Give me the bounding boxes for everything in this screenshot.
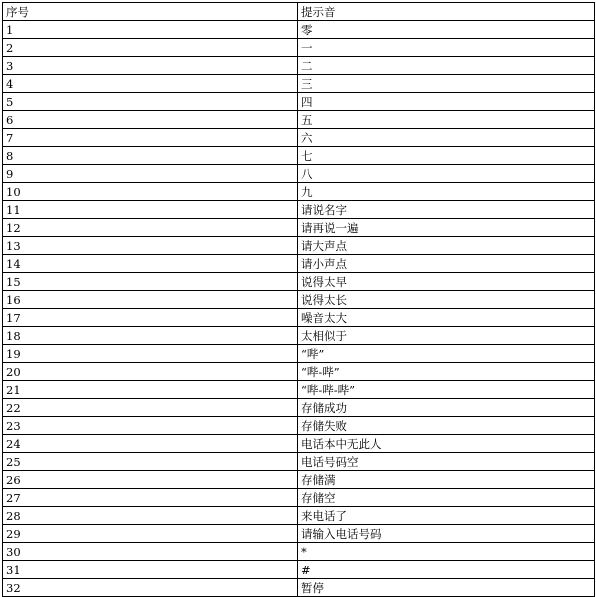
cell-index: 16 — [3, 291, 298, 309]
table-row — [3, 435, 595, 453]
cell-prompt: 说得太早 — [298, 273, 595, 291]
table-row — [3, 57, 595, 75]
table-body — [3, 21, 595, 597]
table-header — [3, 3, 595, 21]
cell-prompt: * — [298, 543, 595, 561]
cell-index: 9 — [3, 165, 298, 183]
table-row — [3, 579, 595, 597]
cell-prompt: 请再说一遍 — [298, 219, 595, 237]
cell-prompt: 七 — [298, 147, 595, 165]
cell-prompt: 来电话了 — [298, 507, 595, 525]
cell-index: 27 — [3, 489, 298, 507]
table-row — [3, 201, 595, 219]
cell-index: 13 — [3, 237, 298, 255]
cell-prompt: 二 — [298, 57, 595, 75]
cell-index: 21 — [3, 381, 298, 399]
cell-index: 30 — [3, 543, 298, 561]
table-row — [3, 255, 595, 273]
cell-prompt: 六 — [298, 129, 595, 147]
cell-prompt: 九 — [298, 183, 595, 201]
cell-index: 25 — [3, 453, 298, 471]
document-page — [2, 2, 595, 597]
cell-prompt: “哔-哔-哔” — [298, 381, 595, 399]
cell-index: 31 — [3, 561, 298, 579]
cell-prompt: “哔” — [298, 345, 595, 363]
cell-index: 26 — [3, 471, 298, 489]
cell-index: 6 — [3, 111, 298, 129]
cell-prompt: 八 — [298, 165, 595, 183]
cell-index: 20 — [3, 363, 298, 381]
cell-prompt: 请大声点 — [298, 237, 595, 255]
cell-index: 10 — [3, 183, 298, 201]
cell-prompt: 说得太长 — [298, 291, 595, 309]
cell-prompt: 请说名字 — [298, 201, 595, 219]
cell-prompt: 五 — [298, 111, 595, 129]
cell-index: 29 — [3, 525, 298, 543]
table-row — [3, 219, 595, 237]
table-row — [3, 309, 595, 327]
cell-index: 1 — [3, 21, 298, 39]
cell-prompt: 电话号码空 — [298, 453, 595, 471]
cell-index: 8 — [3, 147, 298, 165]
column-header-prompt: 提示音 — [298, 3, 595, 21]
cell-index: 15 — [3, 273, 298, 291]
cell-prompt: 存储空 — [298, 489, 595, 507]
cell-index: 2 — [3, 39, 298, 57]
table-row — [3, 327, 595, 345]
table-row — [3, 93, 595, 111]
table-row — [3, 363, 595, 381]
table-row — [3, 453, 595, 471]
cell-index: 4 — [3, 75, 298, 93]
prompt-sound-table — [2, 2, 595, 597]
cell-prompt: 零 — [298, 21, 595, 39]
cell-prompt: 存储满 — [298, 471, 595, 489]
cell-prompt: 四 — [298, 93, 595, 111]
cell-prompt: 存储成功 — [298, 399, 595, 417]
table-row — [3, 183, 595, 201]
cell-index: 28 — [3, 507, 298, 525]
column-header-index: 序号 — [3, 3, 298, 21]
table-row — [3, 111, 595, 129]
table-row — [3, 39, 595, 57]
cell-prompt: “哔-哔” — [298, 363, 595, 381]
cell-index: 19 — [3, 345, 298, 363]
cell-prompt: 太相似于 — [298, 327, 595, 345]
cell-index: 12 — [3, 219, 298, 237]
table-row — [3, 273, 595, 291]
table-row — [3, 165, 595, 183]
table-row — [3, 237, 595, 255]
table-header-row — [3, 3, 595, 21]
cell-index: 18 — [3, 327, 298, 345]
cell-prompt: # — [298, 561, 595, 579]
cell-prompt: 一 — [298, 39, 595, 57]
cell-index: 7 — [3, 129, 298, 147]
table-row — [3, 543, 595, 561]
cell-prompt: 请小声点 — [298, 255, 595, 273]
table-row — [3, 489, 595, 507]
cell-prompt: 三 — [298, 75, 595, 93]
cell-prompt: 请输入电话号码 — [298, 525, 595, 543]
cell-index: 14 — [3, 255, 298, 273]
cell-prompt: 噪音太大 — [298, 309, 595, 327]
table-row — [3, 129, 595, 147]
table-row — [3, 399, 595, 417]
table-row — [3, 561, 595, 579]
table-row — [3, 147, 595, 165]
table-row — [3, 381, 595, 399]
table-row — [3, 471, 595, 489]
table-row — [3, 507, 595, 525]
cell-index: 11 — [3, 201, 298, 219]
table-row — [3, 417, 595, 435]
cell-index: 22 — [3, 399, 298, 417]
cell-index: 32 — [3, 579, 298, 597]
table-row — [3, 345, 595, 363]
table-row — [3, 291, 595, 309]
table-row — [3, 525, 595, 543]
cell-index: 5 — [3, 93, 298, 111]
cell-prompt: 存储失败 — [298, 417, 595, 435]
cell-prompt: 电话本中无此人 — [298, 435, 595, 453]
cell-index: 17 — [3, 309, 298, 327]
cell-index: 3 — [3, 57, 298, 75]
cell-prompt: 暂停 — [298, 579, 595, 597]
table-row — [3, 75, 595, 93]
cell-index: 24 — [3, 435, 298, 453]
cell-index: 23 — [3, 417, 298, 435]
table-row — [3, 21, 595, 39]
